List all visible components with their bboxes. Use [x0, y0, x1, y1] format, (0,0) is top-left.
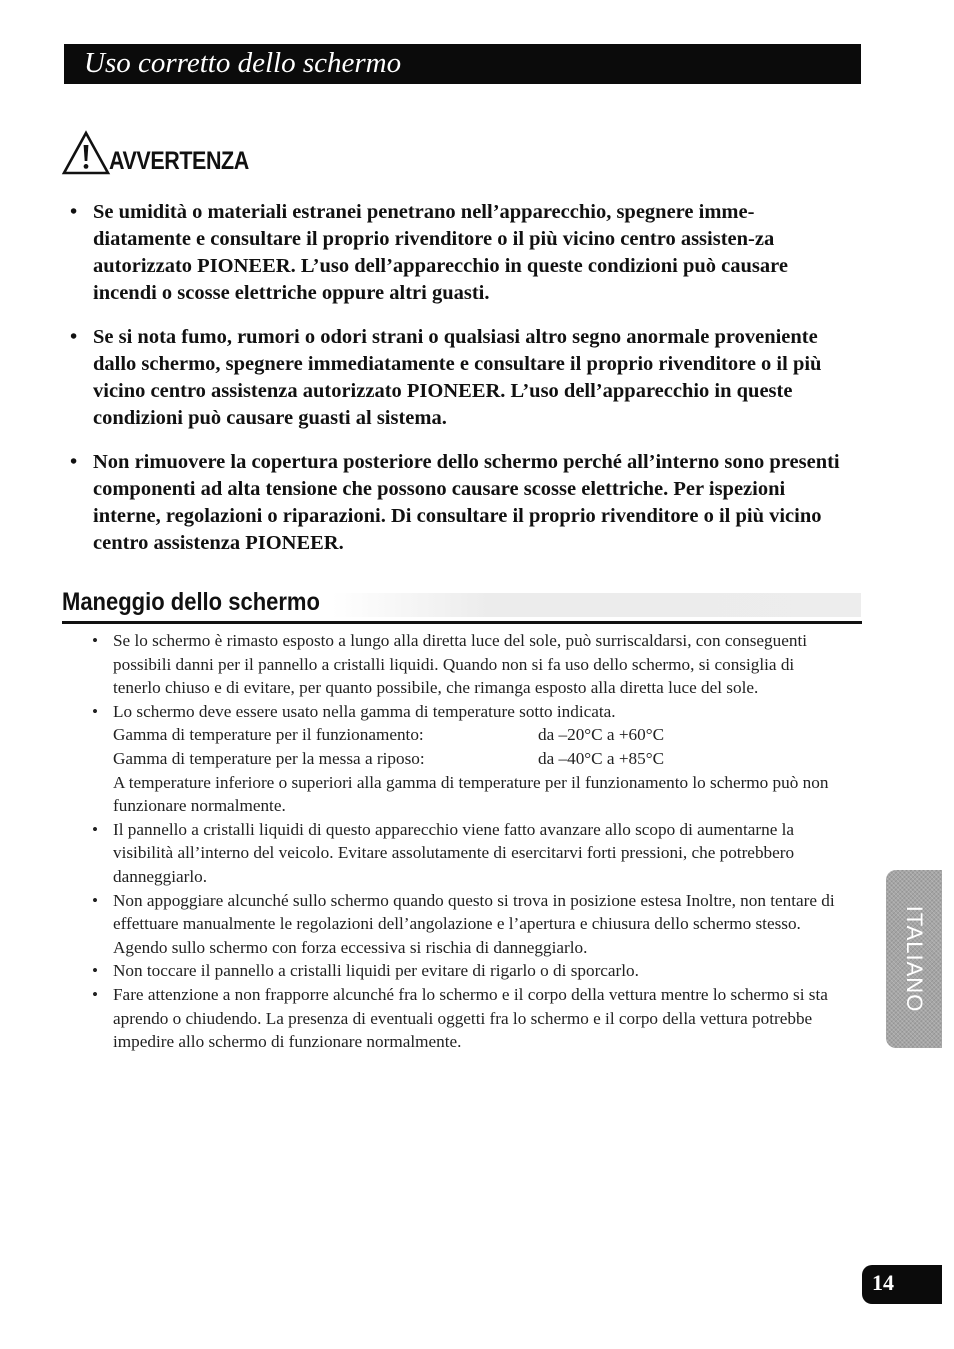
warning-item [70, 449, 850, 557]
section-title: Maneggio dello schermo [62, 588, 320, 616]
list-item-text: Se lo schermo è rimasto esposto a lungo alla diretta luce del sole, può surriscaldarsi, con conseguenti possibili danni per il pannello a cristalli liquidi. Quando non si fa uso dello schermo, si consiglia di tenerlo chiuso e di evitare, per quanto possibile, che rimanga esposto alla diretta luce del sole. [113, 631, 807, 698]
list-item [92, 983, 837, 1054]
temperature-row [113, 747, 837, 771]
page-title-bar [64, 44, 861, 84]
warning-text: Se umidità o materiali estranei penetrano nell’apparecchio, spegnere imme-diatamente e consultare il proprio rivenditore o il più vicino centro assisten-za autorizzato PIONEER. L’uso dell’apparecchio in queste condizioni può causare incendi o scosse elettriche oppure altri guasti. [93, 201, 788, 304]
list-item-text: Non toccare il pannello a cristalli liquidi per evitare di rigarlo o di sporcarlo. [113, 961, 639, 981]
warning-item [70, 324, 850, 432]
list-item [92, 889, 837, 960]
bullet: • [70, 326, 78, 348]
section-divider [62, 621, 862, 624]
language-tab-label: ITALIANO [902, 905, 927, 1013]
page-number-tab [862, 1265, 942, 1304]
temperature-label: Gamma di temperature per la messa a riposo: [113, 748, 425, 768]
bullet: • [70, 201, 78, 223]
section-heading [62, 588, 861, 622]
page-title: Uso corretto dello schermo [84, 47, 402, 79]
section-heading-shade [332, 593, 861, 617]
bullet: • [92, 890, 99, 910]
bullet: • [92, 701, 99, 721]
handling-list [92, 629, 837, 1054]
bullet: • [92, 984, 99, 1004]
bullet: • [92, 819, 99, 839]
warning-text: Se si nota fumo, rumori o odori strani o qualsiasi altro segno anormale proveniente dallo schermo, spegnere immediatamente e consultare il proprio rivenditore o il più vicino centro assistenza autorizzato PIONEER. L’uso dell’apparecchio in queste condizioni può causare guasti al sistema. [93, 326, 822, 429]
page-number: 14 [872, 1270, 894, 1295]
bullet: • [70, 451, 78, 473]
list-item [92, 700, 837, 818]
list-item [92, 629, 837, 700]
warning-triangle-icon [61, 130, 111, 176]
list-item [92, 818, 837, 889]
warning-text: Non rimuovere la copertura posteriore dello schermo perché all’interno sono presenti componenti ad alta tensione che possono causare scosse elettriche. Per ispezioni interne, regolazioni o riparazioni. Di consultare il proprio rivenditore o il più vicino centro assistenza PIONEER. [93, 451, 840, 554]
temperature-label: Gamma di temperature per il funzionamento: [113, 725, 424, 745]
warning-list [70, 199, 850, 574]
temperature-row [113, 723, 837, 747]
list-item [92, 959, 837, 983]
bullet: • [92, 631, 99, 650]
warning-item [70, 199, 850, 307]
list-item-text: Lo schermo deve essere usato nella gamma di temperature sotto indicata. [113, 701, 616, 721]
temperature-note: A temperature inferiore o superiori alla gamma di temperature per il funzionamento lo schermo può non funzionare normalmente. [113, 772, 829, 816]
temperature-value: da –40°C a +85°C [538, 748, 665, 768]
language-tab [886, 870, 942, 1048]
temperature-value: da –20°C a +60°C [538, 725, 665, 745]
list-item-text: Fare attenzione a non frapporre alcunché fra lo schermo e il corpo della vettura mentre lo schermo si sta aprendo o chiudendo. La presenza di eventuali oggetti fra lo schermo e il corpo della vettura potrebbe impedire allo schermo di funzionare normalmente. [113, 984, 828, 1052]
warning-label: AVVERTENZA [109, 147, 249, 175]
list-item-text: Il pannello a cristalli liquidi di questo apparecchio viene fatto avanzare allo scopo di aumentarne la visibilità all’interno del veicolo. Evitare assolutamente di esercitarvi forti pressioni, che potrebbero danneggiarlo. [113, 819, 795, 886]
list-item-text: Non appoggiare alcunché sullo schermo quando questo si trova in posizione estesa Inoltre, non tentare di effettuare manualmente le regolazioni dell’angolazione e l’apertura e chiusura dello schermo stesso. Agendo sullo schermo con forza eccessiva si rischia di danneggiarlo. [113, 890, 835, 957]
bullet: • [92, 961, 99, 981]
warning-heading [61, 128, 272, 176]
